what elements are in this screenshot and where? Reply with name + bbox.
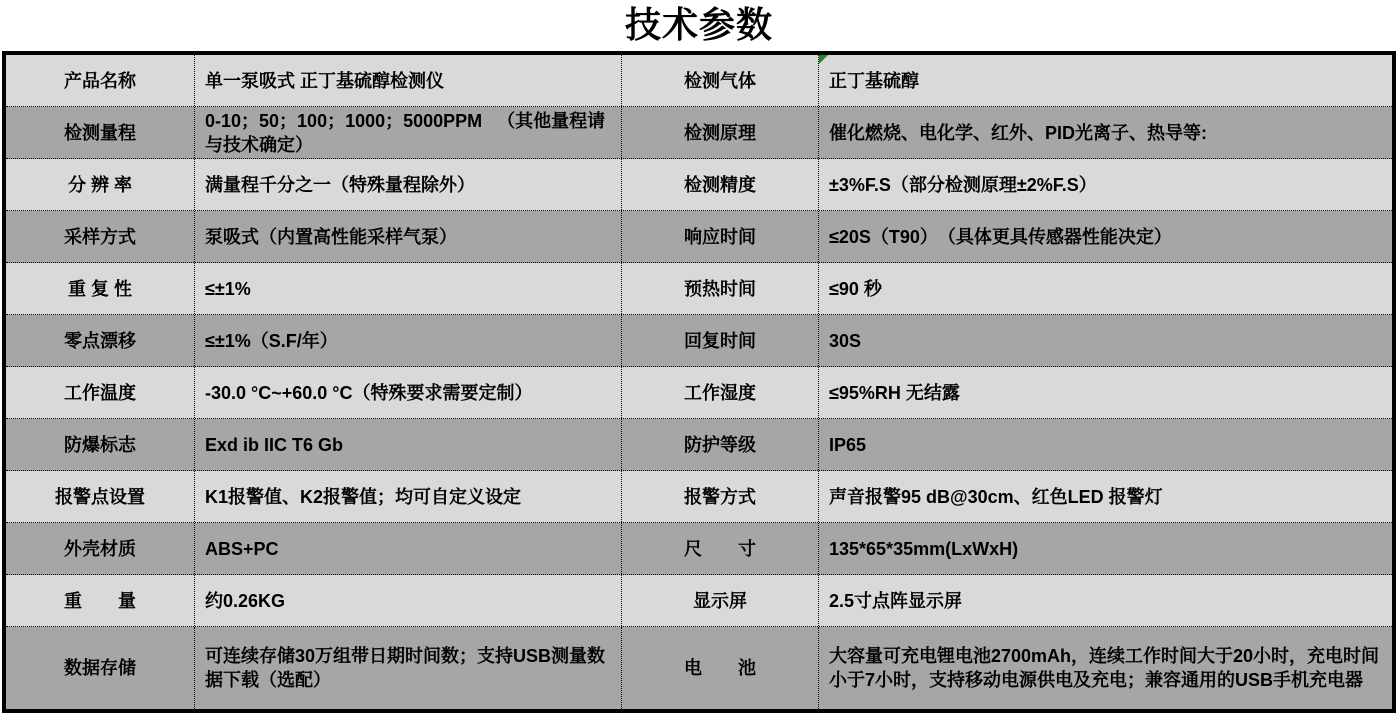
spec-value-left: 0-10；50；100；1000；5000PPM （其他量程请与技术确定）	[195, 107, 622, 158]
page-title: 技术参数	[624, 4, 773, 45]
spec-value-right: 大容量可充电锂电池2700mAh，连续工作时间大于20小时，充电时间小于7小时，支持移动电源供电及充电；兼容通用的USB手机充电器	[829, 646, 1380, 690]
spec-label-right: 检测原理	[622, 107, 819, 158]
spec-label-left: 防爆标志	[6, 419, 195, 470]
spec-value-left: K1报警值、K2报警值；均可自定义设定	[195, 471, 622, 522]
spec-label-left: 重 量	[6, 575, 195, 626]
spec-label-right: 尺 寸	[622, 523, 819, 574]
spec-value-right: ≤20S（T90） （具体更具传感器性能决定）	[829, 226, 1172, 247]
spec-value-left: ≤±1%	[195, 263, 622, 314]
spec-value-left: -30.0 °C~+60.0 °C（特殊要求需要定制）	[195, 367, 622, 418]
spec-value-right: IP65	[829, 434, 867, 455]
spec-value-left: 可连续存储30万组带日期时间数；支持USB测量数据下载（选配）	[195, 627, 622, 709]
spec-label-left: 外壳材质	[6, 523, 195, 574]
spec-value-left: ≤±1%（S.F/年）	[195, 315, 622, 366]
spec-value-right: ±3%F.S（部分检测原理±2%F.S）	[829, 174, 1097, 195]
table-row	[6, 471, 1392, 523]
spec-label-left: 工作温度	[6, 367, 195, 418]
spec-table	[2, 51, 1396, 713]
spec-label-left: 零点漂移	[6, 315, 195, 366]
spec-label-right: 检测精度	[622, 159, 819, 210]
spec-value-right: ≤95%RH 无结露	[829, 382, 960, 403]
spec-label-right: 响应时间	[622, 211, 819, 262]
spec-label-left: 数据存储	[6, 627, 195, 709]
spec-value-right: ≤90 秒	[829, 278, 882, 299]
spec-value-right: 催化燃烧、电化学、红外、PID光离子、热导等:	[829, 122, 1207, 143]
spec-label-left: 采样方式	[6, 211, 195, 262]
spec-label-left: 产品名称	[6, 55, 195, 106]
cell-error-marker-icon	[819, 55, 828, 64]
spec-label-left: 分 辨 率	[6, 159, 195, 210]
spec-label-right: 防护等级	[622, 419, 819, 470]
table-row	[6, 315, 1392, 367]
spec-value-left: Exd ib IIC T6 Gb	[195, 419, 622, 470]
spec-value-right: 2.5寸点阵显示屏	[829, 590, 963, 611]
spec-label-left: 重 复 性	[6, 263, 195, 314]
spec-label-right: 回复时间	[622, 315, 819, 366]
spec-value-right: 135*65*35mm(LxWxH)	[829, 538, 1019, 559]
spec-label-right: 电 池	[622, 627, 819, 709]
spec-value-right: 正丁基硫醇	[819, 55, 1392, 106]
table-row	[6, 55, 1392, 107]
table-row	[6, 263, 1392, 315]
spec-label-right: 显示屏	[622, 575, 819, 626]
table-row	[6, 107, 1392, 159]
spec-value-left: ABS+PC	[195, 523, 622, 574]
table-row	[6, 523, 1392, 575]
spec-label-left: 检测量程	[6, 107, 195, 158]
spec-value-right: 30S	[829, 330, 862, 351]
spec-value-left: 约0.26KG	[195, 575, 622, 626]
table-row	[6, 159, 1392, 211]
table-row	[6, 575, 1392, 627]
table-row	[6, 211, 1392, 263]
spec-label-right: 检测气体	[622, 55, 819, 106]
spec-label-left: 报警点设置	[6, 471, 195, 522]
table-row	[6, 367, 1392, 419]
table-row	[6, 627, 1392, 709]
spec-label-right: 工作湿度	[622, 367, 819, 418]
spec-value-left: 单一泵吸式 正丁基硫醇检测仪	[195, 55, 622, 106]
spec-value-left: 满量程千分之一（特殊量程除外）	[195, 159, 622, 210]
table-row	[6, 419, 1392, 471]
spec-value-right: 声音报警95 dB@30cm、红色LED 报警灯	[829, 486, 1163, 507]
spec-value-left: 泵吸式（内置高性能采样气泵）	[195, 211, 622, 262]
spec-label-right: 报警方式	[622, 471, 819, 522]
spec-label-right: 预热时间	[622, 263, 819, 314]
